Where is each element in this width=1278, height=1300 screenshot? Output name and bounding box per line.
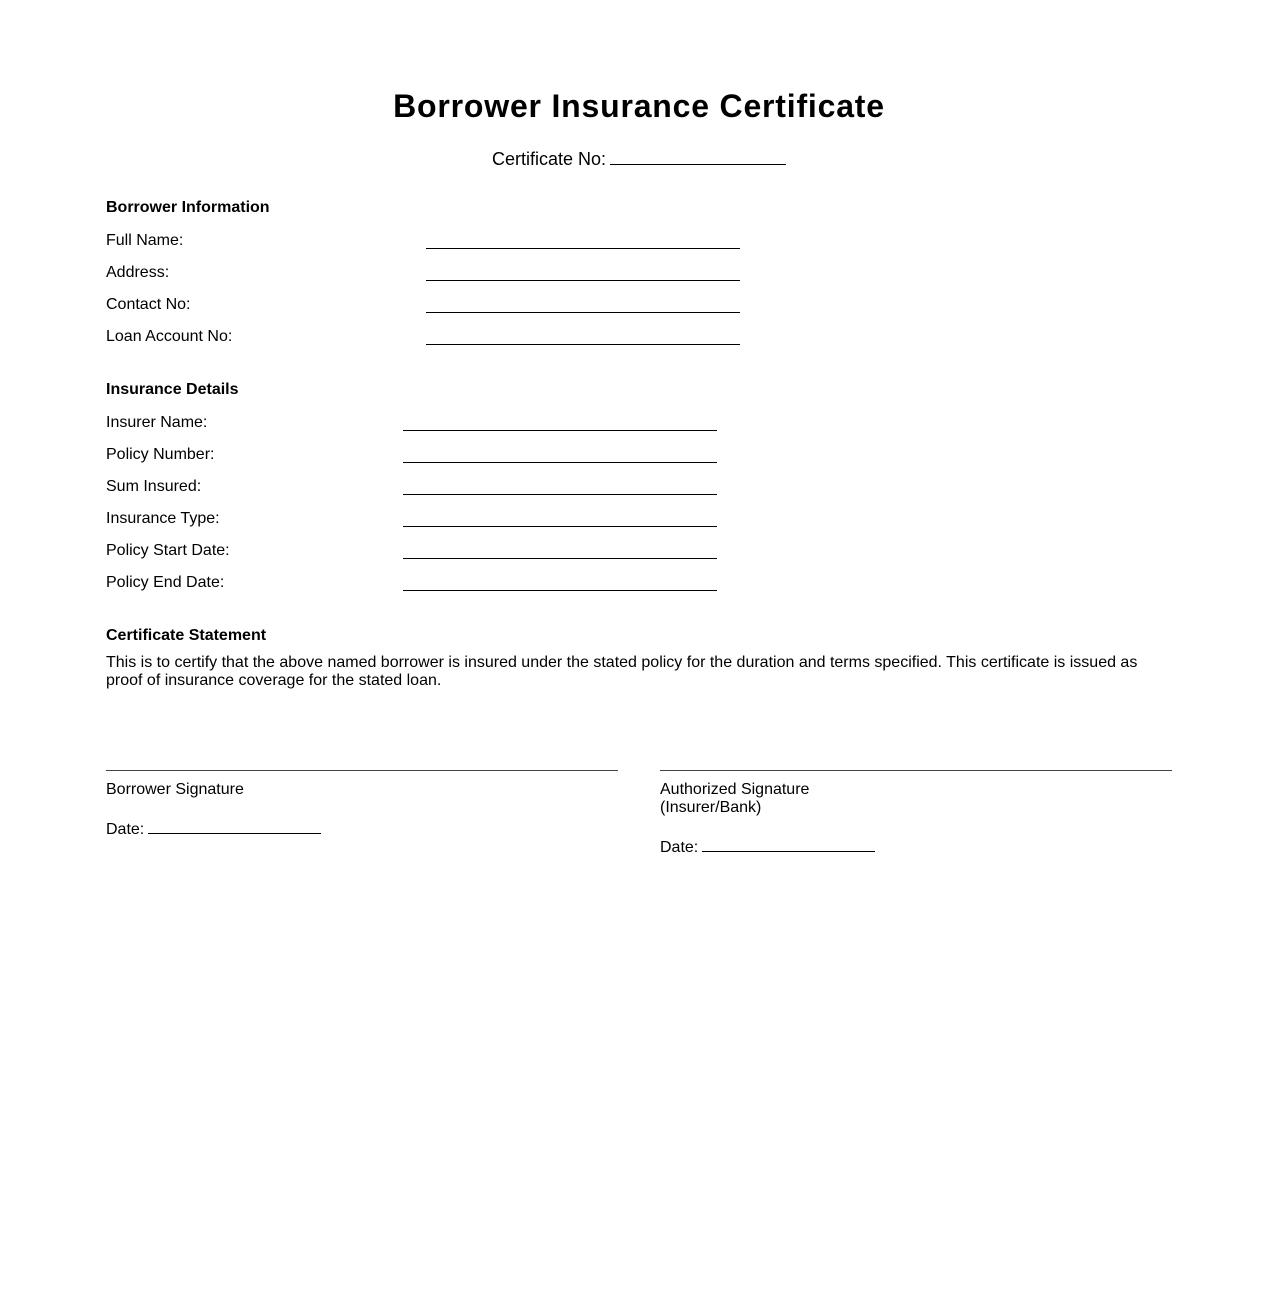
- borrower-date-field[interactable]: [148, 817, 321, 834]
- authorized-date-field[interactable]: [702, 835, 875, 852]
- field-label: Sum Insured:: [106, 478, 202, 495]
- borrower-signature-label: Borrower Signature: [106, 781, 244, 798]
- field-label: Policy Number:: [106, 446, 215, 463]
- insurance-details-heading: Insurance Details: [106, 381, 239, 398]
- authorized-signature-label: [660, 781, 809, 817]
- field-label: Policy End Date:: [106, 574, 225, 591]
- insurance-type-input-line[interactable]: [403, 526, 717, 527]
- authorized-signature-label-line1: Authorized Signature: [660, 781, 810, 798]
- sum-insured-input-line[interactable]: [403, 494, 717, 495]
- authorized-date-label: Date:: [660, 839, 699, 856]
- insurer-name-input-line[interactable]: [403, 430, 717, 431]
- policy-start-date-input-line[interactable]: [403, 558, 717, 559]
- full-name-input-line[interactable]: [426, 248, 740, 249]
- field-label: Policy Start Date:: [106, 542, 230, 559]
- field-label: Contact No:: [106, 296, 191, 313]
- field-label: Insurance Type:: [106, 510, 220, 527]
- page-title: Borrower Insurance Certificate: [393, 88, 885, 124]
- contact-no-input-line[interactable]: [426, 312, 740, 313]
- field-label: Full Name:: [106, 232, 184, 249]
- certificate-statement-heading: Certificate Statement: [106, 627, 267, 644]
- authorized-signature-line[interactable]: [660, 770, 1172, 771]
- policy-number-input-line[interactable]: [403, 462, 717, 463]
- certificate-number-label: Certificate No:: [491, 149, 607, 169]
- policy-end-date-input-line[interactable]: [403, 590, 717, 591]
- field-label: Insurer Name:: [106, 414, 208, 431]
- field-label: Loan Account No:: [106, 328, 233, 345]
- borrower-date-label: Date:: [106, 821, 145, 838]
- authorized-signature-label-line2: (Insurer/Bank): [660, 799, 762, 816]
- loan-account-no-input-line[interactable]: [426, 344, 740, 345]
- address-input-line[interactable]: [426, 280, 740, 281]
- certificate-number-field[interactable]: [610, 146, 786, 165]
- certificate-number-row: [0, 146, 1278, 170]
- authorized-date-row: [660, 835, 875, 857]
- certificate-statement-text: This is to certify that the above named borrower is insured under the stated policy for the duration and terms specified. This certificate is issued as proof of insurance coverage for the stated loan.: [106, 654, 1138, 689]
- borrower-date-row: [106, 817, 321, 839]
- field-label: Address:: [106, 264, 170, 281]
- borrower-signature-line[interactable]: [106, 770, 618, 771]
- borrower-information-heading: Borrower Information: [106, 199, 270, 216]
